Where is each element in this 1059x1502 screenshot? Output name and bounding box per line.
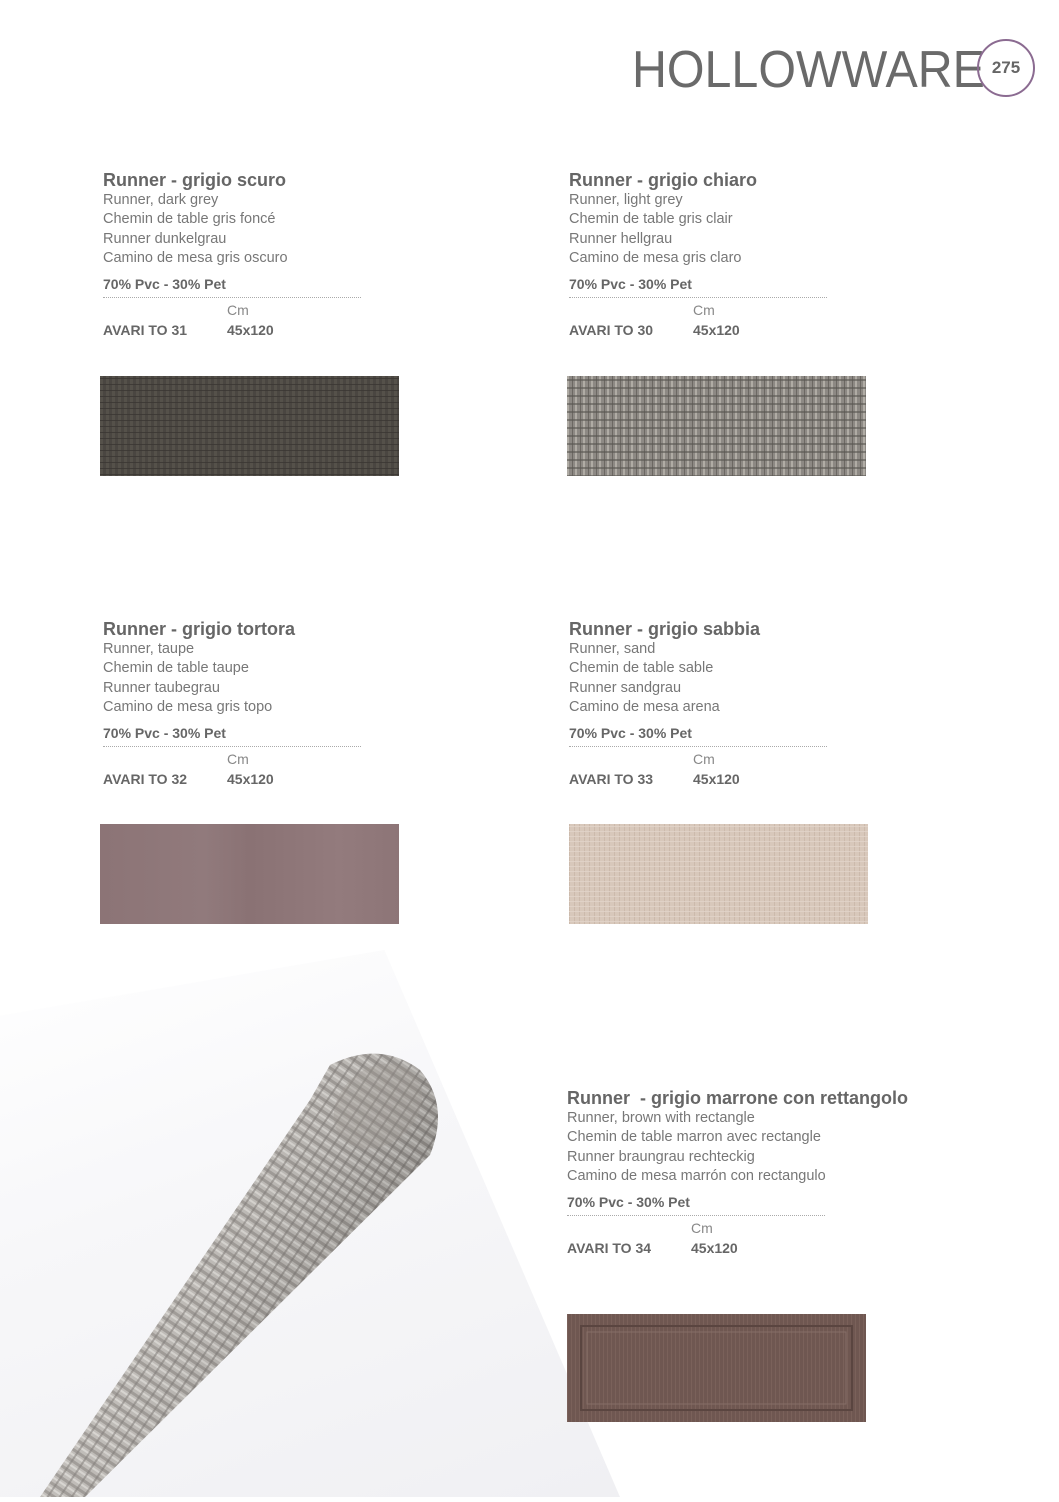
product-translation-es: Camino de mesa gris oscuro [103,249,288,266]
product-code: AVARI TO 34 [567,1240,652,1257]
product-translation-fr: Chemin de table sable [569,660,714,677]
product-spec [103,751,463,791]
fabric-swatch-light-grey [567,376,866,476]
fabric-swatch-sand [569,824,868,924]
product-translation-es: Camino de mesa arena [569,698,720,715]
product-code: AVARI TO 31 [103,322,188,339]
product-translation-es: Camino de mesa gris topo [103,698,273,715]
product-translation-en: Runner, sand [569,641,656,657]
product-translation-de: Runner taubegrau [103,679,220,696]
product-translation-de: Runner dunkelgrau [103,230,227,247]
product-translation-fr: Chemin de table gris clair [569,211,733,228]
product-spec [569,302,929,342]
product-size: 45x120 [691,1240,738,1257]
size-unit: Cm [227,751,249,768]
product-spec [567,1220,967,1260]
product-name: Runner - grigio sabbia [569,619,761,639]
product-code: AVARI TO 30 [569,322,654,339]
product-code: AVARI TO 33 [569,771,654,788]
product-translation-de: Runner sandgrau [569,679,682,696]
product-translation-fr: Chemin de table taupe [103,660,249,677]
product-spec [103,302,463,342]
size-unit: Cm [227,302,249,319]
product-card-avari-to-30 [569,169,929,342]
fabric-swatch-dark-grey [100,376,399,476]
product-size: 45x120 [693,322,740,339]
product-translation-es: Camino de mesa gris claro [569,249,742,266]
product-size: 45x120 [227,322,274,339]
product-material: 70% Pvc - 30% Pet [103,275,361,298]
product-translation-en: Runner, taupe [103,641,195,657]
product-name: Runner - grigio scuro [103,170,287,190]
product-material: 70% Pvc - 30% Pet [567,1193,825,1216]
product-name: Runner - grigio marrone con rettangolo [567,1088,909,1108]
product-size: 45x120 [227,771,274,788]
product-card-avari-to-32 [103,618,463,791]
rolled-runner-photo [0,1040,560,1497]
product-translation-fr: Chemin de table gris foncé [103,211,276,228]
product-translation-es: Camino de mesa marrón con rectangulo [567,1167,826,1184]
product-translation-fr: Chemin de table marron avec rectangle [567,1129,821,1146]
product-translation-en: Runner, dark grey [103,192,219,208]
product-material: 70% Pvc - 30% Pet [103,724,361,747]
product-translation-de: Runner hellgrau [569,230,673,247]
product-material: 70% Pvc - 30% Pet [569,275,827,298]
product-translation-de: Runner braungrau rechteckig [567,1148,755,1165]
fabric-swatch-brown-rectangle [567,1314,866,1422]
product-name: Runner - grigio tortora [103,619,295,639]
product-card-avari-to-31 [103,169,463,342]
product-translation-en: Runner, light grey [569,192,683,208]
product-translation-en: Runner, brown with rectangle [567,1110,755,1126]
section-title: HOLLOWWARE [632,41,985,99]
size-unit: Cm [691,1220,713,1237]
page-number-badge: 275 [977,39,1035,97]
product-material: 70% Pvc - 30% Pet [569,724,827,747]
size-unit: Cm [693,751,715,768]
product-card-avari-to-34 [567,1087,967,1260]
size-unit: Cm [693,302,715,319]
product-code: AVARI TO 32 [103,771,188,788]
product-spec [569,751,929,791]
product-card-avari-to-33 [569,618,929,791]
product-size: 45x120 [693,771,740,788]
product-name: Runner - grigio chiaro [569,170,758,190]
fabric-swatch-taupe [100,824,399,924]
